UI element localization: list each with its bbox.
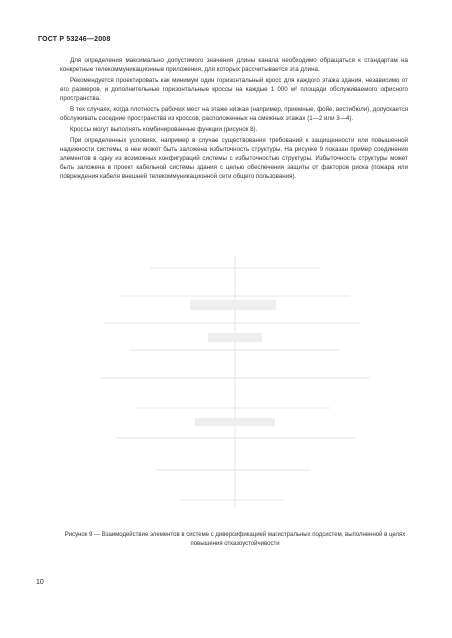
body-text xyxy=(60,56,408,183)
document-header: ГОСТ Р 53246—2008 xyxy=(38,36,111,43)
paragraph: Рекомендуется проектировать как минимум один горизонтальный кросс для каждого этажа здания, независимо от его размеров, и дополнительные горизонтальные кроссы на каждые 1 000 м² площади обслуживаемого офисного пространства. xyxy=(60,77,408,102)
figure-caption: Рисунок 9 — Взаимодействие элементов в системе с диверсификацией магистральных подсистем, выполненной в целях повышения отказоустойчивости xyxy=(64,532,406,547)
figure-9-diagram xyxy=(60,238,410,528)
paragraph: Кроссы могут выполнять комбинированные функции (рисунок 8). xyxy=(70,126,258,133)
paragraph: При определенных условиях, например в случае существования требований к защищенности или повышенной надежности системы, в нее может быть заложена избыточность структуры. На рисунке 9 показан пример соединения элементов в одну из возможных конфигураций системы с избыточностью структуры. Избыточность структуры может быть заложена в проект кабельной системы здания с целью обеспечения защиты от факторов риска (пожара или повреждения кабеля внешней телекоммуникационной сети общего пользования). xyxy=(60,137,408,180)
paragraph: Для определения максимально допустимого значения длины канала необходимо обращаться к стандартам на конкретные телекоммуникационные приложения, для которых рассчитывается эта длина. xyxy=(60,57,408,73)
faded-diagram-graphic xyxy=(60,238,410,528)
paragraph: В тех случаях, когда плотность рабочих мест на этаже низкая (например, приемные, фойе, вестибюли), допускается обслуживать соседние пространства из кроссов, расположенных на смежных этажах (1—2 или 3—4). xyxy=(60,106,408,122)
page-number: 10 xyxy=(36,579,44,586)
